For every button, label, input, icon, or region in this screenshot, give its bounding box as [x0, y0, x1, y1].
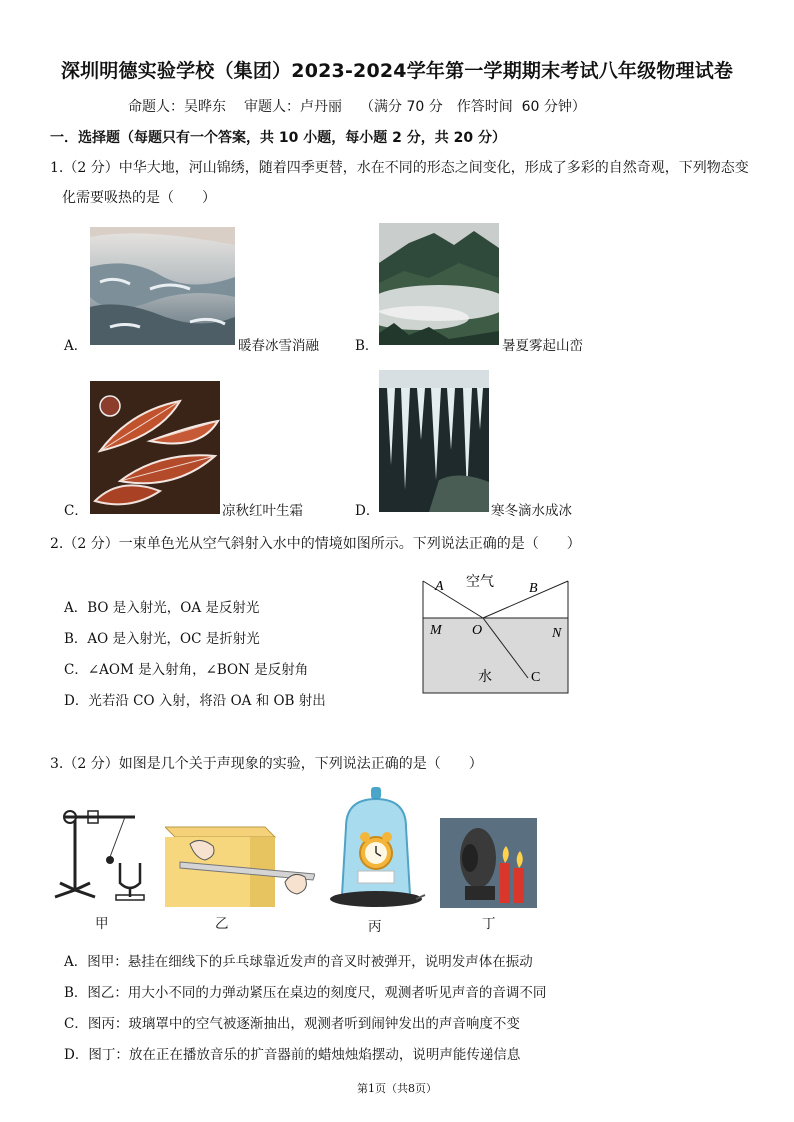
q1-stem-line2: 化需要吸热的是（ ） — [62, 190, 216, 206]
ruler-table-figure — [165, 822, 315, 907]
fig-ding-label: 丁 — [482, 916, 496, 932]
setter: 命题人：吴晔东 — [128, 99, 226, 115]
tuning-fork-figure — [50, 805, 160, 905]
refraction-diagram — [418, 566, 573, 698]
ray-ob — [483, 581, 568, 618]
q2-option-b[interactable]: B．AO 是入射光，OC 是折射光 — [64, 631, 260, 647]
label-a: A — [435, 579, 444, 594]
q3-stem: 3.（2 分）如图是几个关于声现象的实验，下列说法正确的是（ ） — [50, 756, 483, 772]
q2-option-c[interactable]: C．∠AOM 是入射角，∠BON 是反射角 — [64, 662, 309, 678]
q1-option-d-letter[interactable]: D． — [355, 503, 380, 519]
icicles-photo — [379, 370, 489, 512]
exam-info: （满分 70 分 作答时间 60 分钟） — [360, 99, 586, 115]
q3-option-d[interactable]: D．图丁：放在正在播放音乐的扩音器前的蜡烛烛焰摆动，说明声能传递信息 — [64, 1047, 521, 1063]
page-footer: 第1页（共8页） — [357, 1082, 437, 1095]
label-b: B — [529, 581, 538, 596]
label-c: C — [531, 670, 541, 685]
q1-option-d-caption: 寒冬滴水成冰 — [491, 503, 572, 519]
frost-leaves-photo — [90, 381, 220, 514]
fig-bing-label: 丙 — [368, 919, 382, 935]
q1-option-c-caption: 凉秋红叶生霜 — [222, 503, 303, 519]
exam-authors — [128, 96, 604, 116]
q3-option-c[interactable]: C．图丙：玻璃罩中的空气被逐渐抽出，观测者听到闹钟发出的声音响度不变 — [64, 1016, 520, 1032]
q2-stem: 2.（2 分）一束单色光从空气斜射入水中的情境如图所示。下列说法正确的是（ ） — [50, 536, 581, 552]
melting-ice-photo — [90, 227, 235, 345]
q2-option-a[interactable]: A．BO 是入射光，OA 是反射光 — [64, 600, 260, 616]
fig-yi-label: 乙 — [215, 916, 229, 932]
q2-option-d[interactable]: D．光若沿 CO 入射，将沿 OA 和 OB 射出 — [64, 693, 326, 709]
mountain-fog-photo — [379, 223, 499, 345]
q3-option-a[interactable]: A．图甲：悬挂在细线下的乒乓球靠近发声的音叉时被弹开，说明发声体在振动 — [64, 954, 533, 970]
label-water: 水 — [478, 669, 492, 685]
page-title: 深圳明德实验学校（集团）2023-2024学年第一学期期末考试八年级物理试卷 — [60, 60, 734, 82]
label-n: N — [552, 626, 562, 641]
q1-option-c-letter[interactable]: C． — [64, 503, 88, 519]
q1-option-b-caption: 暑夏雾起山峦 — [502, 338, 583, 354]
q1-option-a-letter[interactable]: A． — [64, 338, 88, 354]
water-region — [423, 618, 568, 693]
q1-stem-line1: 1.（2 分）中华大地，河山锦绣，随着四季更替，水在不同的形态之间变化，形成了多彩的自然奇观，下列物态变 — [50, 160, 749, 176]
bell-jar-figure — [326, 787, 426, 915]
fig-jia-label: 甲 — [95, 916, 109, 932]
reviewer: 审题人：卢丹丽 — [244, 99, 342, 115]
section-heading: 一．选择题（每题只有一个答案，共 10 小题，每小题 2 分，共 20 分） — [50, 130, 506, 146]
label-air: 空气 — [466, 574, 494, 590]
speaker-candles-figure — [440, 818, 537, 908]
label-m: M — [430, 623, 442, 638]
q3-option-b[interactable]: B．图乙：用大小不同的力弹动紧压在桌边的刻度尺，观测者听见声音的音调不同 — [64, 985, 547, 1001]
label-o: O — [472, 623, 483, 638]
q1-option-a-caption: 暖春冰雪消融 — [238, 338, 319, 354]
q1-option-b-letter[interactable]: B． — [355, 338, 379, 354]
